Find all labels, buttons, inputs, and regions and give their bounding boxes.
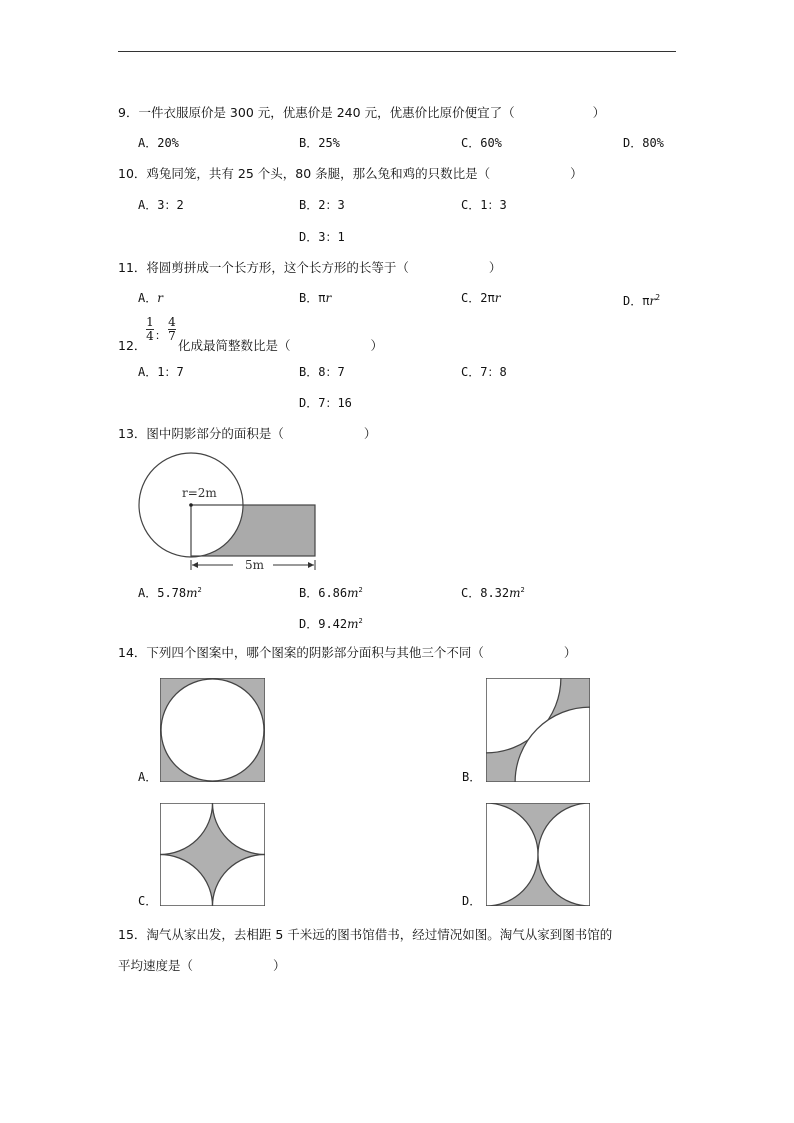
unit: m [509, 586, 521, 600]
variable: r [157, 291, 163, 305]
option-label: D．π [623, 294, 650, 308]
option-label: A． [138, 291, 158, 305]
option-b[interactable]: B．2：3 [299, 198, 345, 212]
question-text: 9．一件衣服原价是 300 元，优惠价是 240 元，优惠价比原价便宜了（ [118, 105, 515, 120]
option-d[interactable]: D．7：16 [299, 396, 352, 410]
option-label: D．9.42 [299, 617, 348, 631]
shaded-region [191, 505, 315, 557]
pattern-d[interactable] [486, 803, 590, 906]
option-a[interactable] [138, 290, 163, 306]
option-a[interactable]: A．3：2 [138, 198, 184, 212]
denominator: 7 [168, 329, 176, 343]
question-11 [118, 260, 501, 276]
fraction-1-4 [146, 316, 154, 343]
unit: m [347, 617, 359, 631]
variable: r [325, 291, 332, 305]
question-12 [178, 338, 383, 354]
header-rule [118, 51, 676, 52]
option-c[interactable]: C．60% [461, 136, 502, 150]
option-label: A．5.78 [138, 586, 187, 600]
exponent: 2 [358, 617, 363, 625]
option-c[interactable]: C．1：3 [461, 198, 507, 212]
option-b[interactable] [299, 582, 363, 601]
fraction-4-7 [168, 316, 176, 343]
radius-label: r=2m [182, 486, 217, 500]
variable: r [494, 291, 501, 305]
figure-label-a[interactable]: A． [138, 770, 158, 784]
ratio-colon: ： [155, 329, 166, 342]
question-text: 10．鸡兔同笼，共有 25 个头，80 条腿，那么兔和鸡的只数比是（ [118, 166, 491, 181]
length-label: 5m [245, 558, 265, 572]
option-b[interactable] [299, 290, 331, 306]
numerator: 4 [168, 315, 176, 329]
paren-close: ） [488, 260, 502, 275]
question-13 [118, 426, 376, 442]
option-a[interactable] [138, 582, 202, 601]
pattern-a[interactable] [160, 678, 265, 782]
option-b[interactable]: B．25% [299, 136, 340, 150]
numerator: 1 [146, 315, 154, 329]
option-d[interactable]: D．3：1 [299, 230, 345, 244]
option-c[interactable] [461, 290, 500, 306]
question-text: 化成最简整数比是（ [178, 338, 291, 353]
question-12-number: 12． [118, 338, 147, 353]
figure-label-b[interactable]: B． [462, 770, 482, 784]
option-d[interactable]: D．80% [623, 136, 664, 150]
paren-close: ） [563, 645, 577, 660]
paren-close: ） [370, 338, 384, 353]
question-text: 平均速度是（ [118, 958, 194, 973]
option-label: B．6.86 [299, 586, 348, 600]
paren-close: ） [592, 105, 606, 120]
inscribed-circle [161, 679, 264, 781]
option-b[interactable]: B．8：7 [299, 365, 345, 379]
option-a[interactable]: A．1：7 [138, 365, 184, 379]
question-14 [118, 645, 576, 661]
option-label: B．π [299, 291, 326, 305]
figure-label-c[interactable]: C． [138, 894, 158, 908]
question-text: 11．将圆剪拼成一个长方形，这个长方形的长等于（ [118, 260, 409, 275]
question-15-line-2 [118, 958, 286, 974]
question-text: 14．下列四个图案中，哪个图案的阴影部分面积与其他三个不同（ [118, 645, 484, 660]
center-point [189, 503, 193, 507]
unit: m [186, 586, 198, 600]
denominator: 4 [146, 329, 154, 343]
pattern-c[interactable] [160, 803, 265, 906]
option-d[interactable] [623, 290, 660, 309]
option-c[interactable]: C．7：8 [461, 365, 507, 379]
paren-close: ） [570, 166, 583, 181]
option-c[interactable] [461, 582, 525, 601]
question-15-line-1: 15．淘气从家出发，去相距 5 千米远的图书馆借书，经过情况如图。淘气从家到图书馆的 [118, 927, 613, 942]
question-10 [118, 166, 583, 182]
circle-rectangle-figure [130, 445, 330, 575]
exponent: 2 [655, 293, 661, 302]
option-a[interactable]: A．20% [138, 136, 179, 150]
variable: r [649, 294, 656, 308]
option-d[interactable] [299, 613, 363, 632]
figure-label-d[interactable]: D． [462, 894, 482, 908]
exponent: 2 [358, 586, 363, 594]
option-label: C．2π [461, 291, 495, 305]
paren-close: ） [363, 426, 377, 441]
exponent: 2 [197, 586, 202, 594]
option-label: C．8.32 [461, 586, 510, 600]
question-9 [118, 105, 605, 121]
unit: m [347, 586, 359, 600]
question-text: 13．图中阴影部分的面积是（ [118, 426, 284, 441]
exponent: 2 [520, 586, 525, 594]
paren-close: ） [273, 958, 286, 973]
pattern-b[interactable] [486, 678, 590, 782]
